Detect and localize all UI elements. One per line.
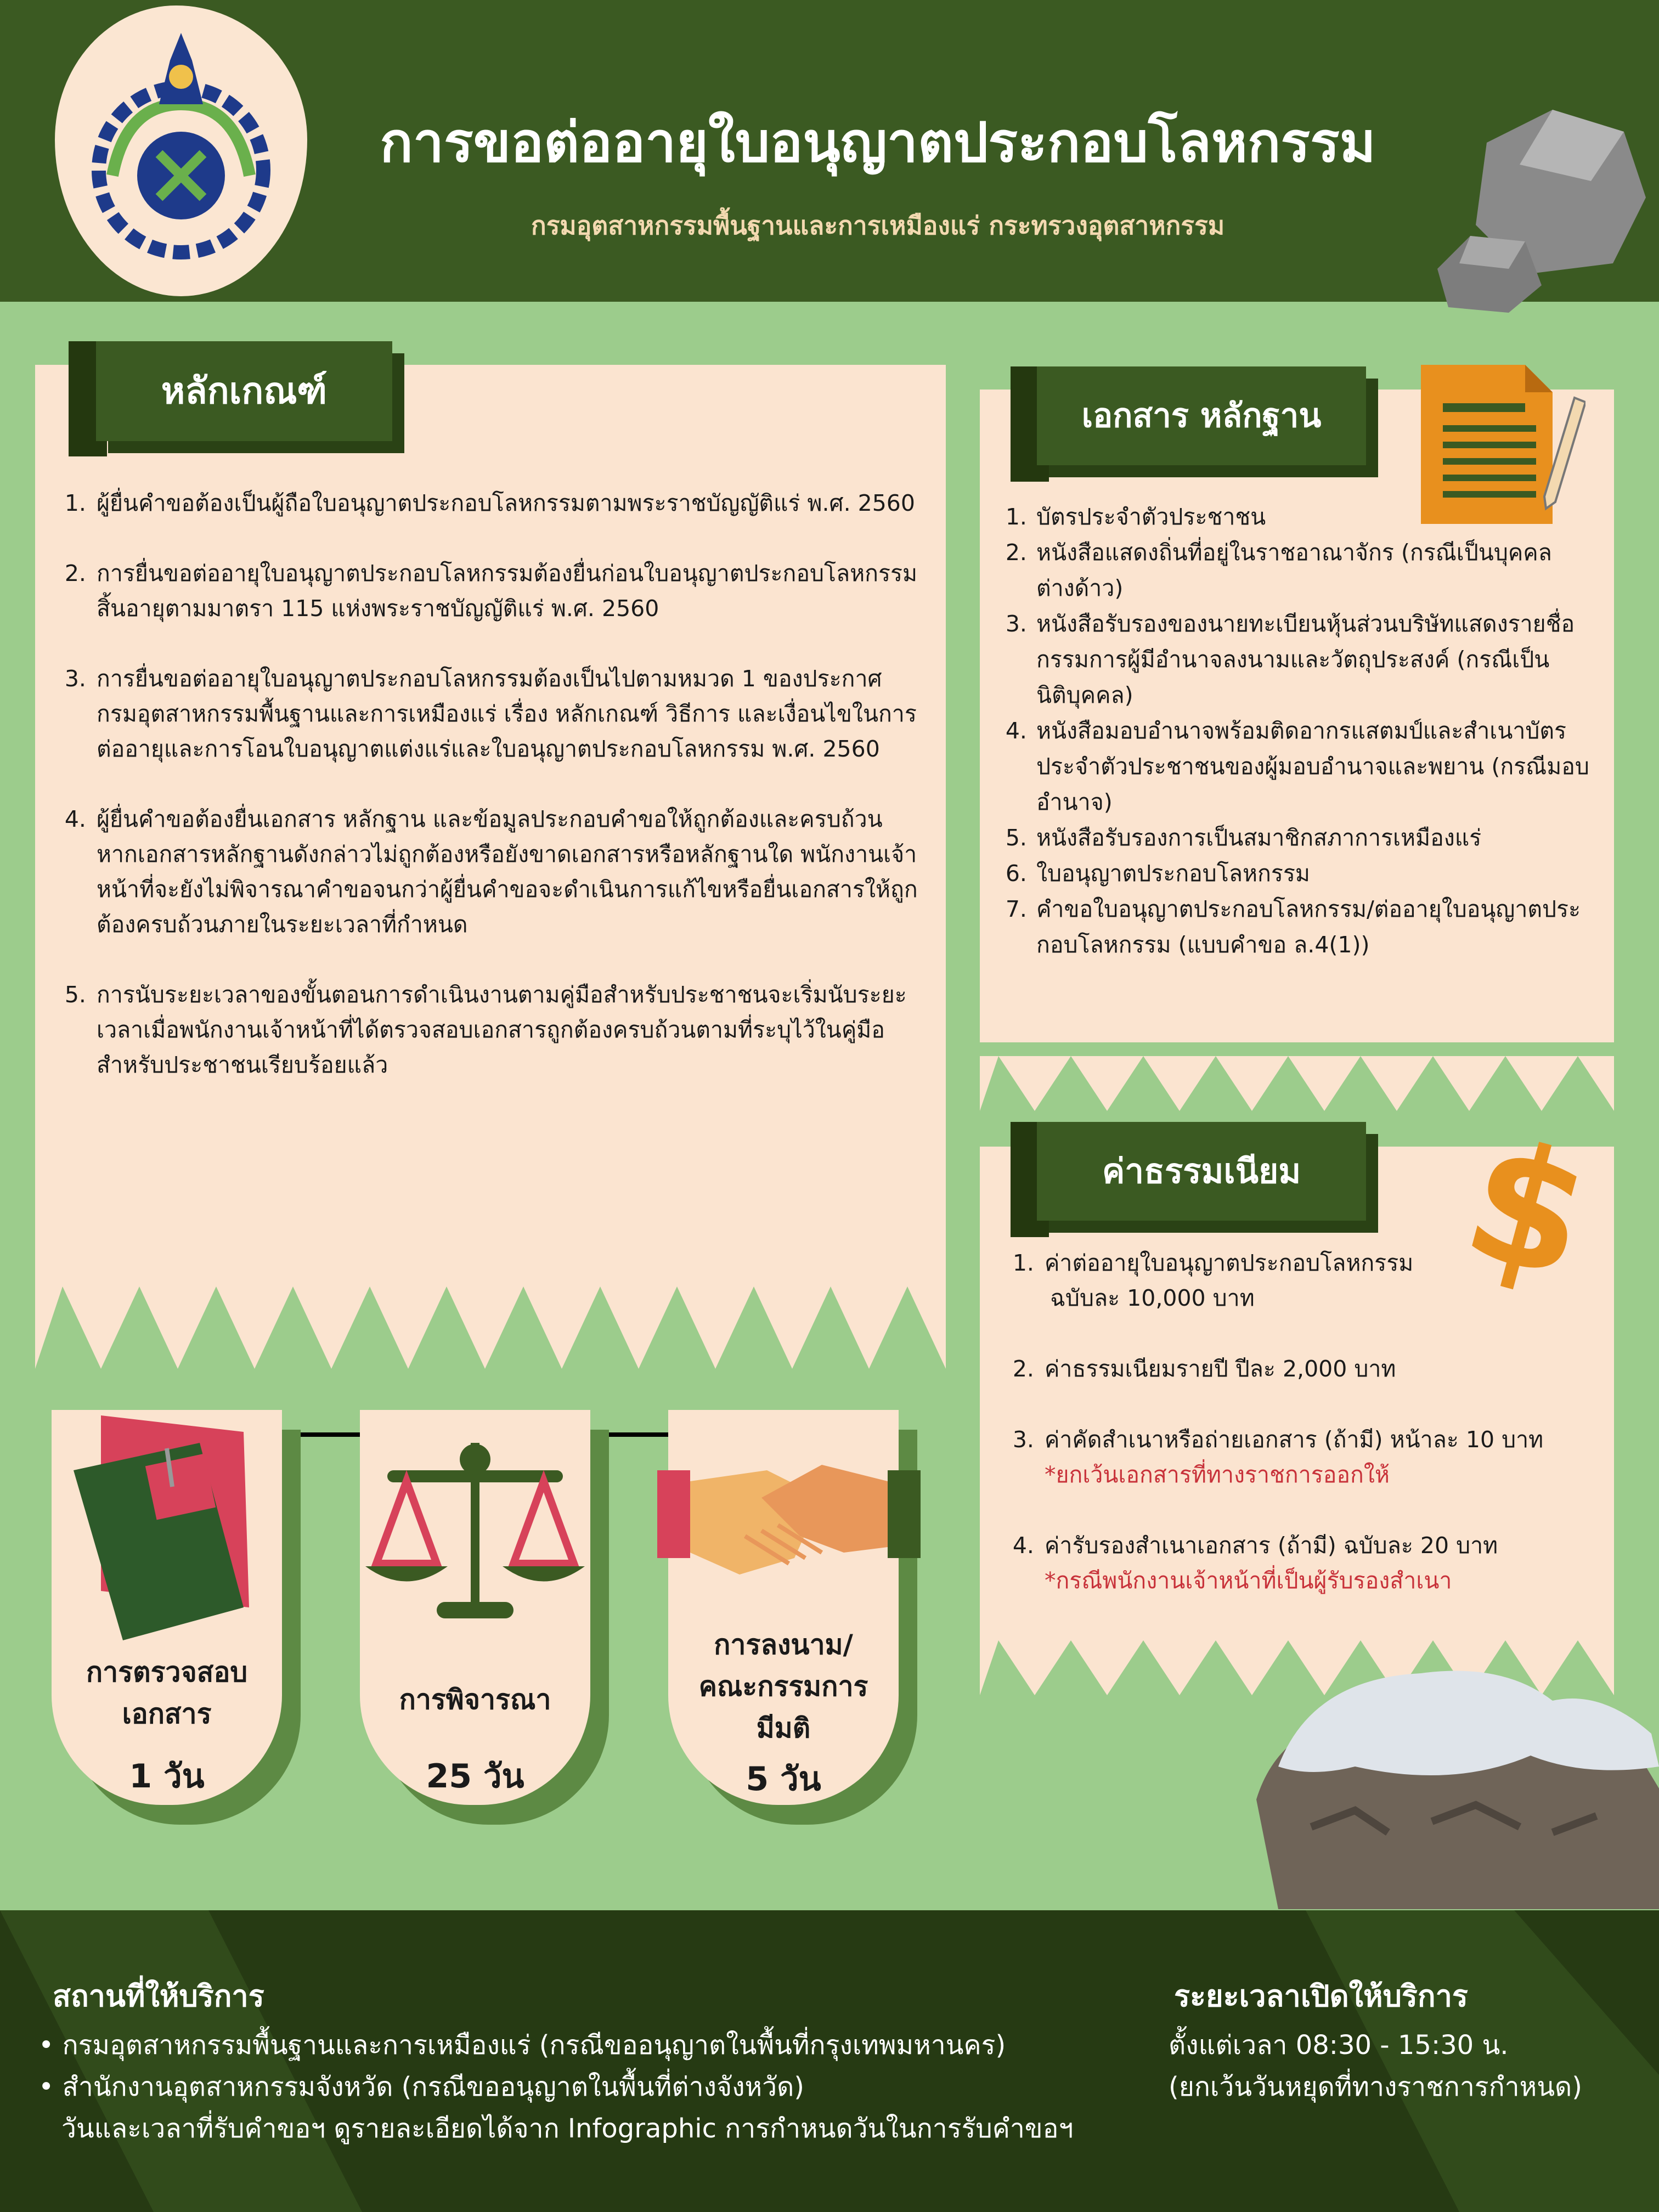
criteria-heading: หลักเกณฑ์ bbox=[96, 341, 392, 441]
criteria-list-container bbox=[66, 486, 922, 1118]
page-subtitle: กรมอุตสาหกรรมพื้นฐานและการเหมืองแร่ กระทรวงอุตสาหกรรม bbox=[531, 211, 1225, 240]
documents-list bbox=[1007, 499, 1594, 963]
step-label-line: การตรวจสอบ bbox=[86, 1656, 248, 1688]
department-logo bbox=[60, 11, 302, 291]
criteria-item: 2. การยื่นขอต่ออายุใบอนุญาตประกอบโลหกรรมต้องยื่นก่อนใบอนุญาตประกอบโลหกรรมสิ้นอายุตามมาตรา 115 แห่งพระราชบัญญัติแร่ พ.ศ. 2560 bbox=[93, 556, 922, 626]
ore-rock-icon bbox=[1245, 1657, 1659, 1909]
fee-sub: ฉบับละ 10,000 บาท bbox=[1050, 1285, 1255, 1311]
fees-heading: ค่าธรรมเนียม bbox=[1037, 1122, 1366, 1221]
fee-text: ค่าธรรมเนียมรายปี ปีละ 2,000 บาท bbox=[1045, 1356, 1396, 1382]
step-days: 5 วัน bbox=[746, 1760, 821, 1798]
service-hours-line: ตั้งแต่เวลา 08:30 - 15:30 น. bbox=[1169, 2030, 1509, 2061]
service-location-item: • สำนักงานอุตสาหกรรมจังหวัด (กรณีขออนุญาตในพื้นที่ต่างจังหวัด) bbox=[38, 2072, 805, 2102]
criteria-item: 5. การนับระยะเวลาของขั้นตอนการดำเนินงานตามคู่มือสำหรับประชาชนจะเริ่มนับระยะเวลาเมื่อพนักงานเจ้าหน้าที่ได้ตรวจสอบเอกสารถูกต้องครบถ้วนตามที่ระบุไว้ในคู่มือสำหรับประชาชนเรียบร้อยแล้ว bbox=[93, 977, 922, 1082]
criteria-item: 3. การยื่นขอต่ออายุใบอนุญาตประกอบโลหกรรมต้องเป็นไปตามหมวด 1 ของประกาศกรมอุตสาหกรรมพื้นฐานและการเหมืองแร่ เรื่อง หลักเกณฑ์ วิธีการ และเงื่อนไขในการต่ออายุและการโอนใบอนุญาตแต่งแร่และใบอนุญาตประกอบโลหกรรม พ.ศ. 2560 bbox=[93, 661, 922, 766]
fee-text: ค่าคัดสำเนาหรือถ่ายเอกสาร (ถ้ามี) หน้าละ 10 บาท bbox=[1045, 1426, 1544, 1453]
service-location-text: สำนักงานอุตสาหกรรมจังหวัด (กรณีขออนุญาตในพื้นที่ต่างจังหวัด) bbox=[62, 2072, 805, 2102]
step-label-line: การพิจารณา bbox=[399, 1684, 551, 1716]
fee-text: ค่ารับรองสำเนาเอกสาร (ถ้ามี) ฉบับละ 20 บาท bbox=[1045, 1532, 1498, 1559]
handshake-icon bbox=[657, 1448, 921, 1602]
service-location-text: กรมอุตสาหกรรมพื้นฐานและการเหมืองแร่ (กรณีขออนุญาตในพื้นที่กรุงเทพมหานคร) bbox=[62, 2030, 1006, 2061]
process-step-consideration bbox=[360, 1410, 590, 1805]
service-location-heading: สถานที่ให้บริการ bbox=[53, 1979, 264, 2013]
fee-item bbox=[1041, 1245, 1595, 1316]
step-days: 25 วัน bbox=[426, 1757, 524, 1796]
fees-list-container bbox=[1014, 1245, 1595, 1634]
criteria-item: 1. ผู้ยื่นคำขอต้องเป็นผู้ถือใบอนุญาตประกอบโลหกรรมตามพระราชบัญญัติแร่ พ.ศ. 2560 bbox=[93, 486, 922, 521]
fee-item bbox=[1041, 1351, 1595, 1386]
process-step-signing bbox=[668, 1410, 899, 1805]
step-label bbox=[52, 1651, 282, 1735]
service-location-list bbox=[38, 2024, 1136, 2149]
step-label-line: มีมติ bbox=[756, 1712, 811, 1744]
step-label bbox=[668, 1624, 899, 1749]
step-label-line: การลงนาม/ bbox=[714, 1629, 853, 1661]
step-label-line: คณะกรรมการ bbox=[698, 1671, 868, 1702]
process-step-document-check bbox=[52, 1410, 282, 1805]
fees-list bbox=[1014, 1245, 1595, 1598]
rock-icon bbox=[1426, 99, 1659, 318]
step-days: 1 วัน bbox=[129, 1757, 205, 1796]
fee-note: *กรณีพนักงานเจ้าหน้าที่เป็นผู้รับรองสำเนา bbox=[1045, 1567, 1452, 1594]
documents-list-container bbox=[1007, 499, 1594, 963]
criteria-panel-zigzag bbox=[35, 1286, 946, 1369]
document-item: 4. หนังสือมอบอำนาจพร้อมติดอากรแสตมป์และสำเนาบัตรประจำตัวประชาชนของผู้มอบอำนาจและพยาน (กรณีมอบอำนาจ) bbox=[1034, 713, 1594, 820]
fee-item bbox=[1041, 1528, 1595, 1598]
fee-note: *ยกเว้นเอกสารที่ทางราชการออกให้ bbox=[1045, 1462, 1390, 1488]
document-item: 5. หนังสือรับรองการเป็นสมาชิกสภาการเหมืองแร่ bbox=[1034, 820, 1594, 856]
page-title: การขอต่ออายุใบอนุญาตประกอบโลหกรรม bbox=[380, 110, 1376, 174]
service-location-note: วันและเวลาที่รับคำขอฯ ดูรายละเอียดได้จาก Infographic การกำหนดวันในการรับคำขอฯ bbox=[61, 2113, 1074, 2144]
step-label-line: เอกสาร bbox=[122, 1698, 212, 1730]
folder-icon bbox=[63, 1410, 282, 1646]
criteria-list bbox=[66, 486, 922, 1082]
document-item: 7. คำขอใบอนุญาตประกอบโลหกรรม/ต่ออายุใบอนุญาตประกอบโลหกรรม (แบบคำขอ ล.4(1)) bbox=[1034, 891, 1594, 963]
document-item: 3. หนังสือรับรองของนายทะเบียนหุ้นส่วนบริษัทแสดงรายชื่อกรรมการผู้มีอำนาจลงนามและวัตถุประสงค์ (กรณีเป็นนิติบุคคล) bbox=[1034, 606, 1594, 713]
service-hours-block bbox=[1169, 2024, 1640, 2108]
fee-item bbox=[1041, 1422, 1595, 1492]
step-label bbox=[360, 1679, 590, 1720]
document-item: 2. หนังสือแสดงถิ่นที่อยู่ในราชอาณาจักร (กรณีเป็นบุคคลต่างด้าว) bbox=[1034, 535, 1594, 606]
document-item: 1. บัตรประจำตัวประชาชน bbox=[1034, 499, 1594, 535]
service-hours-line: (ยกเว้นวันหยุดที่ทางราชการกำหนด) bbox=[1169, 2072, 1582, 2102]
dollar-icon: $ bbox=[1447, 1102, 1608, 1317]
documents-heading: เอกสาร หลักฐาน bbox=[1037, 366, 1366, 465]
criteria-item: 4. ผู้ยื่นคำขอต้องยื่นเอกสาร หลักฐาน และข้อมูลประกอบคำขอให้ถูกต้องและครบถ้วน หากเอกสารหลักฐานดังกล่าวไม่ถูกต้องหรือยังขาดเอกสารหรือหลักฐานใด พนักงานเจ้าหน้าที่จะยังไม่พิจารณาคำขอจนกว่าผู้ยื่นคำขอจะดำเนินการแก้ไขหรือยื่นเอกสารให้ถูกต้องครบถ้วนภายในระยะเวลาที่กำหนด bbox=[93, 802, 922, 942]
document-item: 6. ใบอนุญาตประกอบโลหกรรม bbox=[1034, 856, 1594, 891]
service-hours-heading: ระยะเวลาเปิดให้บริการ bbox=[1174, 1979, 1468, 2013]
service-location-item: • กรมอุตสาหกรรมพื้นฐานและการเหมืองแร่ (กรณีขออนุญาตในพื้นที่กรุงเทพมหานคร) bbox=[38, 2030, 1006, 2061]
fee-text: ค่าต่ออายุใบอนุญาตประกอบโลหกรรม bbox=[1045, 1250, 1414, 1276]
scales-icon bbox=[365, 1432, 585, 1640]
department-emblem-icon bbox=[60, 11, 302, 291]
